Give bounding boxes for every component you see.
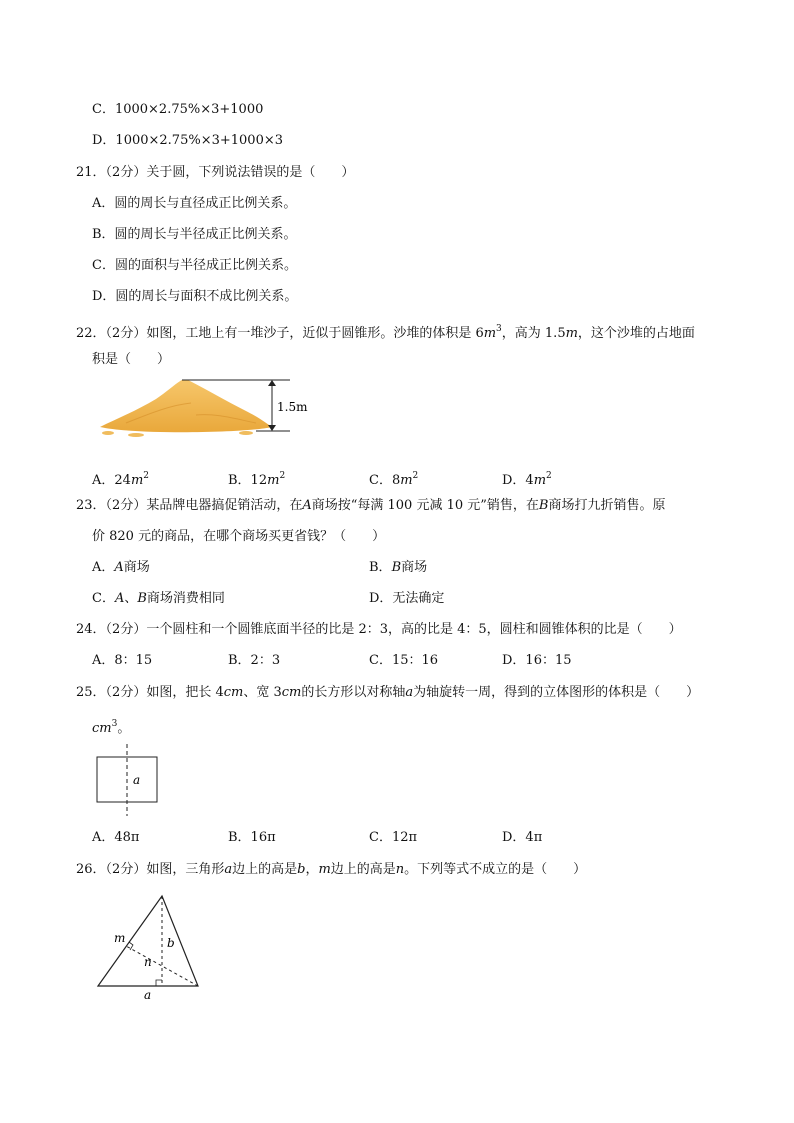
height-label: 1.5m bbox=[277, 400, 308, 414]
label-n: n bbox=[144, 955, 152, 969]
q24-option-a: A．8：15 bbox=[92, 653, 153, 668]
triangle-shape bbox=[98, 896, 198, 986]
q21-option-d: D．圆的周长与面积不成比例关系。 bbox=[92, 289, 298, 304]
q23-option-b: B．B商场 bbox=[369, 560, 428, 575]
q22-option-b: B．$12m^2$ bbox=[228, 471, 286, 488]
q21-option-b: B．圆的周长与半径成正比例关系。 bbox=[92, 227, 297, 242]
q20-option-c: C．1000×2.75%×3+1000 bbox=[92, 102, 264, 117]
label-a: a bbox=[144, 988, 152, 1002]
q21-option-c: C．圆的面积与半径成正比例关系。 bbox=[92, 258, 297, 273]
q24-stem: 24．（2分）一个圆柱和一个圆锥底面半径的比是 2：3，高的比是 4：5，圆柱和圆锥体积的比是（ ） bbox=[76, 622, 682, 637]
q23-option-d: D．无法确定 bbox=[369, 591, 445, 606]
axis-label: a bbox=[133, 773, 141, 787]
q22-option-d: D．$4m^2$ bbox=[502, 471, 552, 488]
q25-stem: 25．（2分）如图，把长 4cm、宽 3cm的长方形以对称轴a为轴旋转一周，得到的立体图形的体积是（ ） bbox=[76, 685, 700, 700]
q23-option-c: C．A、B商场消费相同 bbox=[92, 591, 225, 606]
q22-option-c: C．$8m^2$ bbox=[369, 471, 419, 488]
q25-option-a: A．48π bbox=[92, 830, 140, 845]
q22-stem: 22．（2分）如图，工地上有一堆沙子，近似于圆锥形。沙堆的体积是 $6m^3$，高为 1.5m，这个沙堆的占地面 bbox=[76, 324, 695, 341]
label-m: m bbox=[114, 931, 126, 945]
q24-option-d: D．16：15 bbox=[502, 653, 572, 668]
q20-option-d: D．1000×2.75%×3+1000×3 bbox=[92, 133, 284, 148]
q26-stem: 26．（2分）如图，三角形a边上的高是b，m边上的高是n。下列等式不成立的是（ ） bbox=[76, 862, 587, 877]
q24-option-c: C．15：16 bbox=[369, 653, 439, 668]
sand-pile-figure bbox=[96, 375, 308, 445]
triangle-figure bbox=[92, 892, 212, 1002]
q25-option-d: D．4π bbox=[502, 830, 543, 845]
q24-option-b: B．2：3 bbox=[228, 653, 281, 668]
q25-option-b: B．16π bbox=[228, 830, 276, 845]
q23-stem-line2: 价 820 元的商品，在哪个商场买更省钱？（ ） bbox=[92, 529, 386, 544]
q22-option-a: A．$24m^2$ bbox=[92, 471, 149, 488]
rectangle-figure bbox=[92, 742, 172, 822]
sand-pile-shape bbox=[100, 380, 272, 432]
q22-stem-line2: 积是（ ） bbox=[92, 352, 171, 367]
q25-option-c: C．12π bbox=[369, 830, 418, 845]
q23-option-a: A．A商场 bbox=[92, 560, 150, 575]
q21-option-a: A．圆的周长与直径成正比例关系。 bbox=[92, 196, 297, 211]
q23-stem: 23．（2分）某品牌电器搞促销活动，在A商场按“每满 100 元减 10 元”销售，在B商场打九折销售。原 bbox=[76, 498, 666, 513]
q25-stem-line2: $cm^3$。 bbox=[92, 719, 131, 736]
label-b: b bbox=[167, 936, 175, 950]
q21-stem: 21．（2分）关于圆，下列说法错误的是（ ） bbox=[76, 165, 355, 180]
